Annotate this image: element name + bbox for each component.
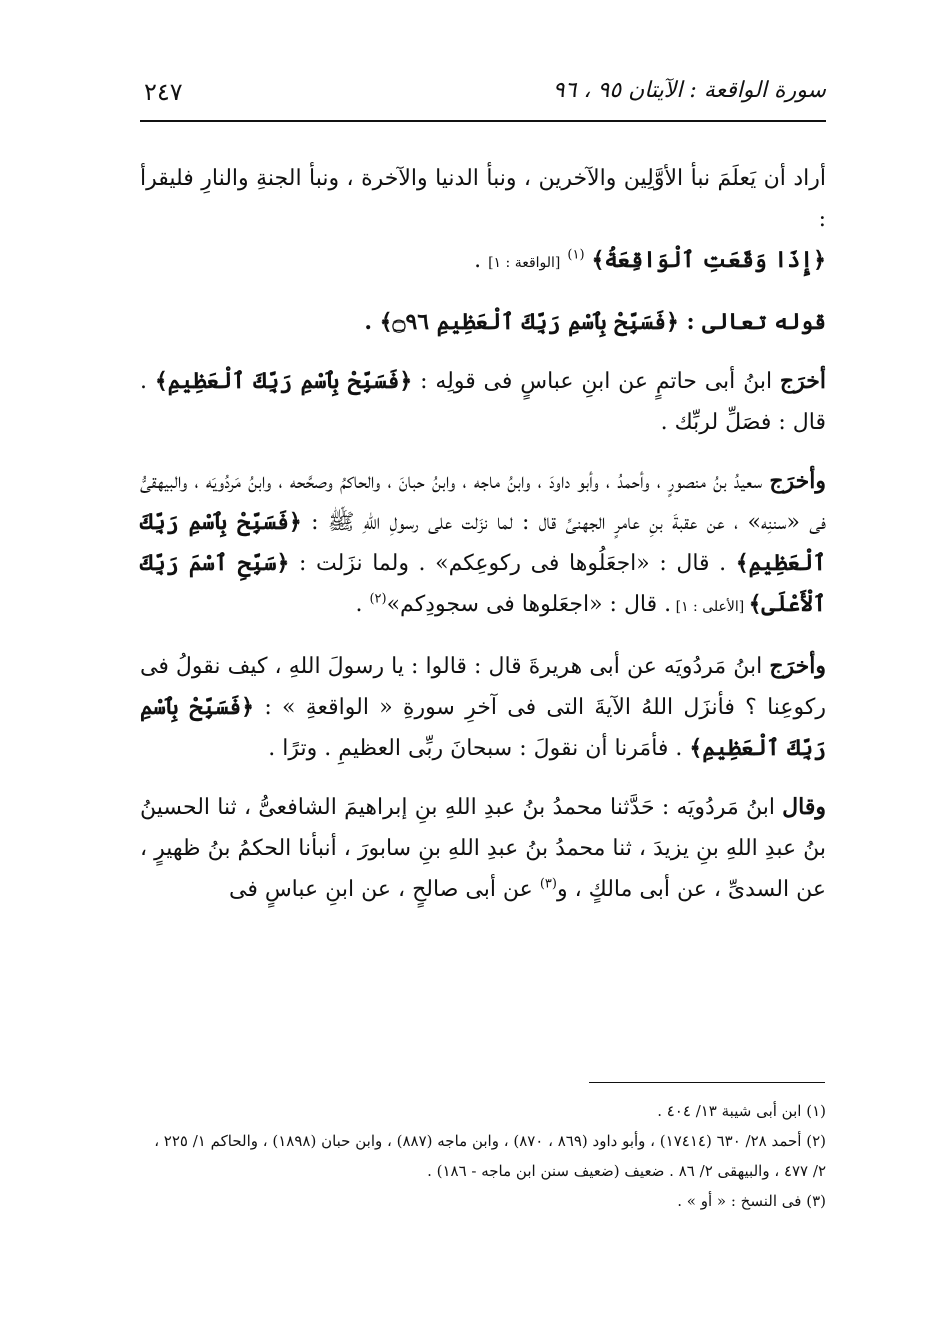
header-title: سورة الواقعة : الآيتان ٩٥ ، ٩٦	[552, 78, 826, 103]
footnote-rule	[589, 1082, 825, 1083]
paragraph-6-lead: وقال	[782, 794, 826, 820]
quran-verse-2: ﴿سَبِّحِ ٱسْمَ رَبِّكَ ٱلْأَعْلَى﴾	[140, 550, 826, 617]
paragraph-3-lead: أخرَج	[779, 368, 826, 394]
paragraph-2-lead: قوله تعالى :	[686, 309, 826, 335]
paragraph-6	[140, 787, 826, 910]
running-header	[140, 70, 826, 116]
paragraph-3-text: ابنُ أبى حاتمٍ عن ابنِ عباسٍ فى قولِه :	[412, 369, 780, 394]
paragraph-6-tail: عن أبى صالحٍ ، عن ابنِ عباسٍ فى	[228, 877, 540, 902]
paragraph-1	[140, 158, 826, 284]
verse-reference: [الأعلى : ١]	[671, 599, 749, 615]
footnote-2: (٢) أحمد ٢٨/ ٦٣٠ (١٧٤١٤) ، وأبو داود (٨٦٩ ، ٨٧٠) ، وابن ماجه (٨٨٧) ، وابن حبان (١٨٩٨) ، والحاكم ١/ ٢٢٥ ، ٢/ ٤٧٧ ، والبيهقى ٢/ ٨٦ . ضعيف (ضعيف سنن ابن ماجه - ١٨٦) .	[154, 1132, 826, 1180]
paragraph-5-text: ابنُ مَردُويَه عن أبى هريرةَ قال : قالوا : يا رسولَ اللهِ ، كيف نقولُ فى ركوعِنا ؟ فأنزَل اللهُ الآيةَ التى فى آخرِ سورةِ « الواقعةِ » :	[140, 654, 826, 720]
paragraph-5	[140, 646, 826, 769]
footnote-3: (٣) فى النسخ : « أو » .	[677, 1192, 826, 1210]
footnote-mark: (٢)	[369, 591, 387, 607]
paragraph-4-text-2: . قال : «اجعَلُوها فى ركوعِكم» . ولما نزَلت :	[289, 551, 736, 576]
footnote-mark: (١)	[567, 247, 585, 263]
quran-verse: ﴿فَسَبِّحْ بِٱسْمِ رَبِّكَ ٱلْعَظِيمِ ۝٩٦﴾	[379, 309, 679, 335]
page-number: ٢٤٧	[144, 78, 183, 106]
verse-reference: [الواقعة : ١]	[488, 255, 561, 271]
header-rule	[140, 120, 826, 122]
paragraph-2-tail: .	[364, 309, 380, 335]
paragraph-5-tail: . فأمَرنا أن نقولَ : سبحانَ ربِّى العظيمِ . وترًا .	[268, 736, 690, 761]
paragraph-1-tail: .	[474, 248, 489, 273]
quran-verse: ﴿فَسَبِّحْ بِٱسْمِ رَبِّكَ ٱلْعَظِيمِ﴾	[140, 509, 826, 576]
paragraph-1-line-1: أراد أن يَعلَمَ نبأ الأوَّلِين والآخرين ، ونبأ الدنيا والآخرة ، ونبأ الجنةِ والنارِ فليقرأ :	[140, 166, 826, 232]
main-text	[140, 158, 826, 928]
paragraph-6-text: ابنُ مَردُويَه : حَدَّثنا محمدُ بنُ عبدِ اللهِ بنِ إبراهيمَ الشافعىُّ ، ثنا الحسينُ بنُ عبدِ اللهِ بنِ يزيدَ ، ثنا محمدُ بنُ عبدِ اللهِ بنِ سابورَ ، أنبأنا الحكمُ بنُ ظهيرٍ ، عن السدىِّ ، عن أبى مالكٍ ، و	[140, 795, 826, 902]
paragraph-3	[140, 361, 826, 443]
paragraph-4-lead: وأخرَج	[769, 468, 826, 494]
paragraph-5-lead: وأخرَج	[769, 653, 826, 679]
footnote-1: (١) ابن أبى شيبة ١٣/ ٤٠٤ .	[657, 1102, 826, 1120]
paragraph-4-tail: .	[355, 592, 370, 617]
paragraph-4-text: سعيدُ بنُ منصورٍ ، وأحمدُ ، وأبو داودَ ، وابنُ ماجه ، وابنُ حبانَ ، والحاكمُ وصحَّحه ، وابنُ مَردُويَه ، والبيهقىُّ فى «سننِه» ، عن عقبةَ بنِ عامرٍ الجهنىِّ قال : لما نزَلت على رسولِ اللهِ ﷺ :	[140, 469, 826, 535]
quran-verse: ﴿إِذَا وَقَعَتِ ٱلْوَاقِعَةُ﴾	[591, 247, 826, 273]
footnote-mark: (٣)	[539, 876, 557, 892]
paragraph-4	[140, 461, 826, 628]
paragraph-4-text-3: . قال : «اجعَلوها فى سجودِكم»	[386, 592, 672, 617]
footnotes	[140, 1096, 826, 1216]
quran-verse: ﴿فَسَبِّحْ بِٱسْمِ رَبِّكَ ٱلْعَظِيمِ﴾	[154, 368, 413, 394]
quran-verse: ﴿فَسَبِّحْ بِٱسْمِ رَبِّكَ ٱلْعَظِيمِ﴾	[140, 694, 826, 761]
paragraph-3-tail: . قال : فصَلِّ لربِّك .	[140, 369, 826, 435]
paragraph-2-verse-heading	[140, 302, 826, 343]
